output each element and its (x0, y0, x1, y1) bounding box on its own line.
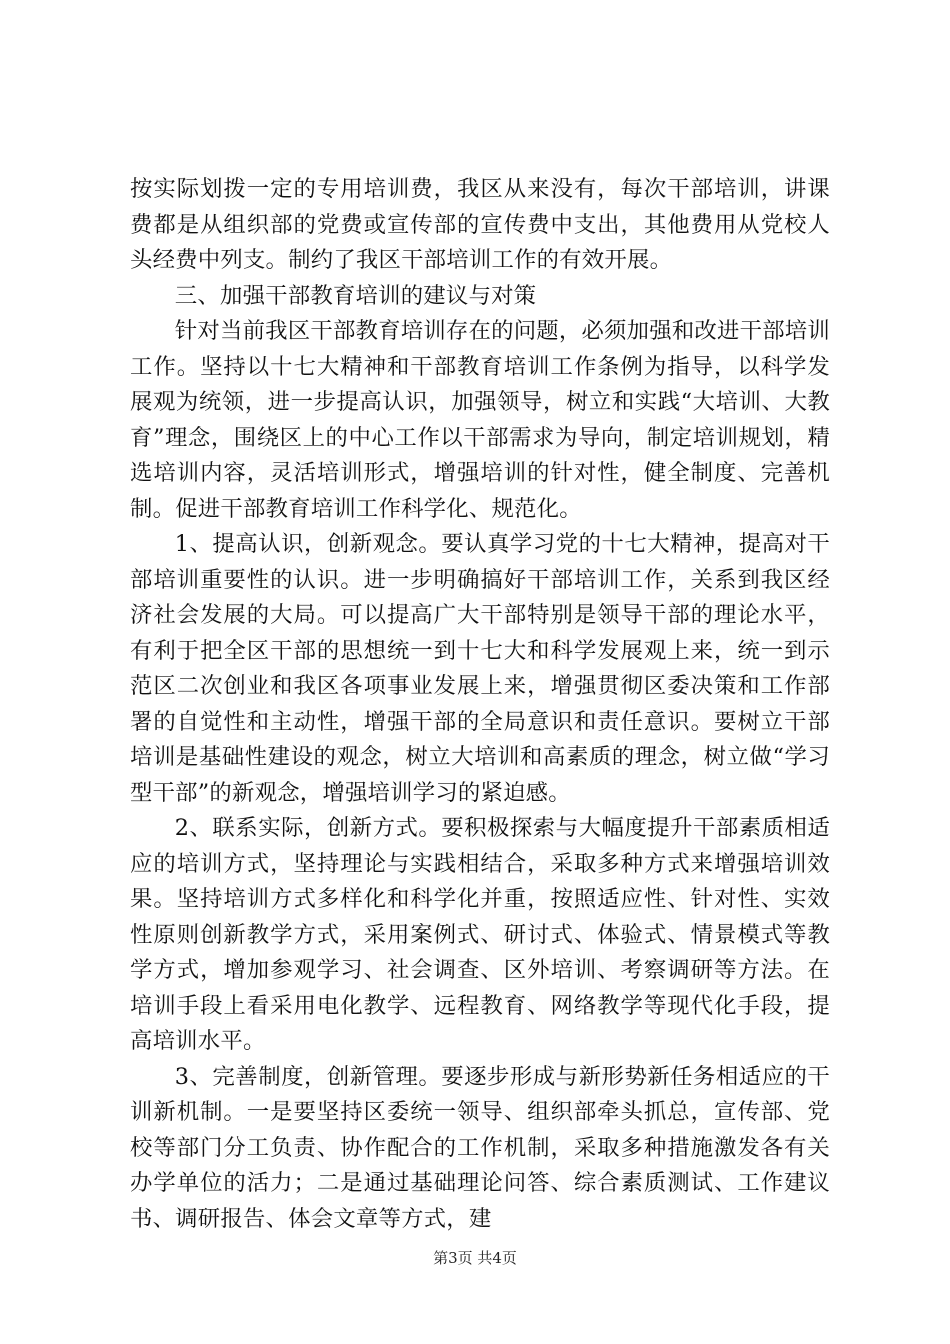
section-heading: 三、加强干部教育培训的建议与对策 (174, 282, 537, 309)
document-body (130, 172, 830, 1237)
paragraph-intro: 针对当前我区干部教育培训存在的问题，必须加强和改进干部培训工作。坚持以十七大精神和干部教育培训工作条例为指导，以科学发展观为统领，进一步提高认识，加强领导，树立和实践“大培训、大教育”理念，围绕区上的中心工作以干部需求为导向，制定培训规划，精选培训内容，灵活培训形式，增强培训的针对性，健全制度、完善机制。促进干部教育培训工作科学化、规范化。 (130, 318, 830, 522)
paragraph-item-3: 3、完善制度，创新管理。要逐步形成与新形势新任务相适应的干训新机制。一是要坚持区委统一领导、组织部牵头抓总，宣传部、党校等部门分工负责、协作配合的工作机制，采取多种措施激发各有关办学单位的活力；二是通过基础理论问答、综合素质测试、工作建议书、调研报告、体会文章等方式，建 (130, 1063, 830, 1232)
paragraph-item-2: 2、联系实际，创新方式。要积极探索与大幅度提升干部素质相适应的培训方式，坚持理论与实践相结合，采取多种方式来增强培训效果。坚持培训方式多样化和科学化并重，按照适应性、针对性、实效性原则创新教学方式，采用案例式、研讨式、体验式、情景模式等教学方式，增加参观学习、社会调查、区外培训、考察调研等方法。在培训手段上看采用电化教学、远程教育、网络教学等现代化手段，提高培训水平。 (130, 815, 830, 1054)
page-footer (0, 1247, 950, 1268)
page-number: 第3页 共4页 (433, 1249, 517, 1267)
paragraph-item-1: 1、提高认识，创新观念。要认真学习党的十七大精神，提高对干部培训重要性的认识。进一步明确搞好干部培训工作，关系到我区经济社会发展的大局。可以提高广大干部特别是领导干部的理论水平，有利于把全区干部的思想统一到十七大和科学发展观上来，统一到示范区二次创业和我区各项事业发展上来，增强贯彻区委决策和工作部署的自觉性和主动性，增强干部的全局意识和责任意识。要树立干部培训是基础性建设的观念，树立大培训和高素质的理念，树立做“学习型干部”的新观念，增强培训学习的紧迫感。 (130, 531, 830, 806)
paragraph-continuation: 按实际划拨一定的专用培训费，我区从来没有，每次干部培训，讲课费都是从组织部的党费或宣传部的宣传费中支出，其他费用从党校人头经费中列支。制约了我区干部培训工作的有效开展。 (130, 176, 830, 273)
